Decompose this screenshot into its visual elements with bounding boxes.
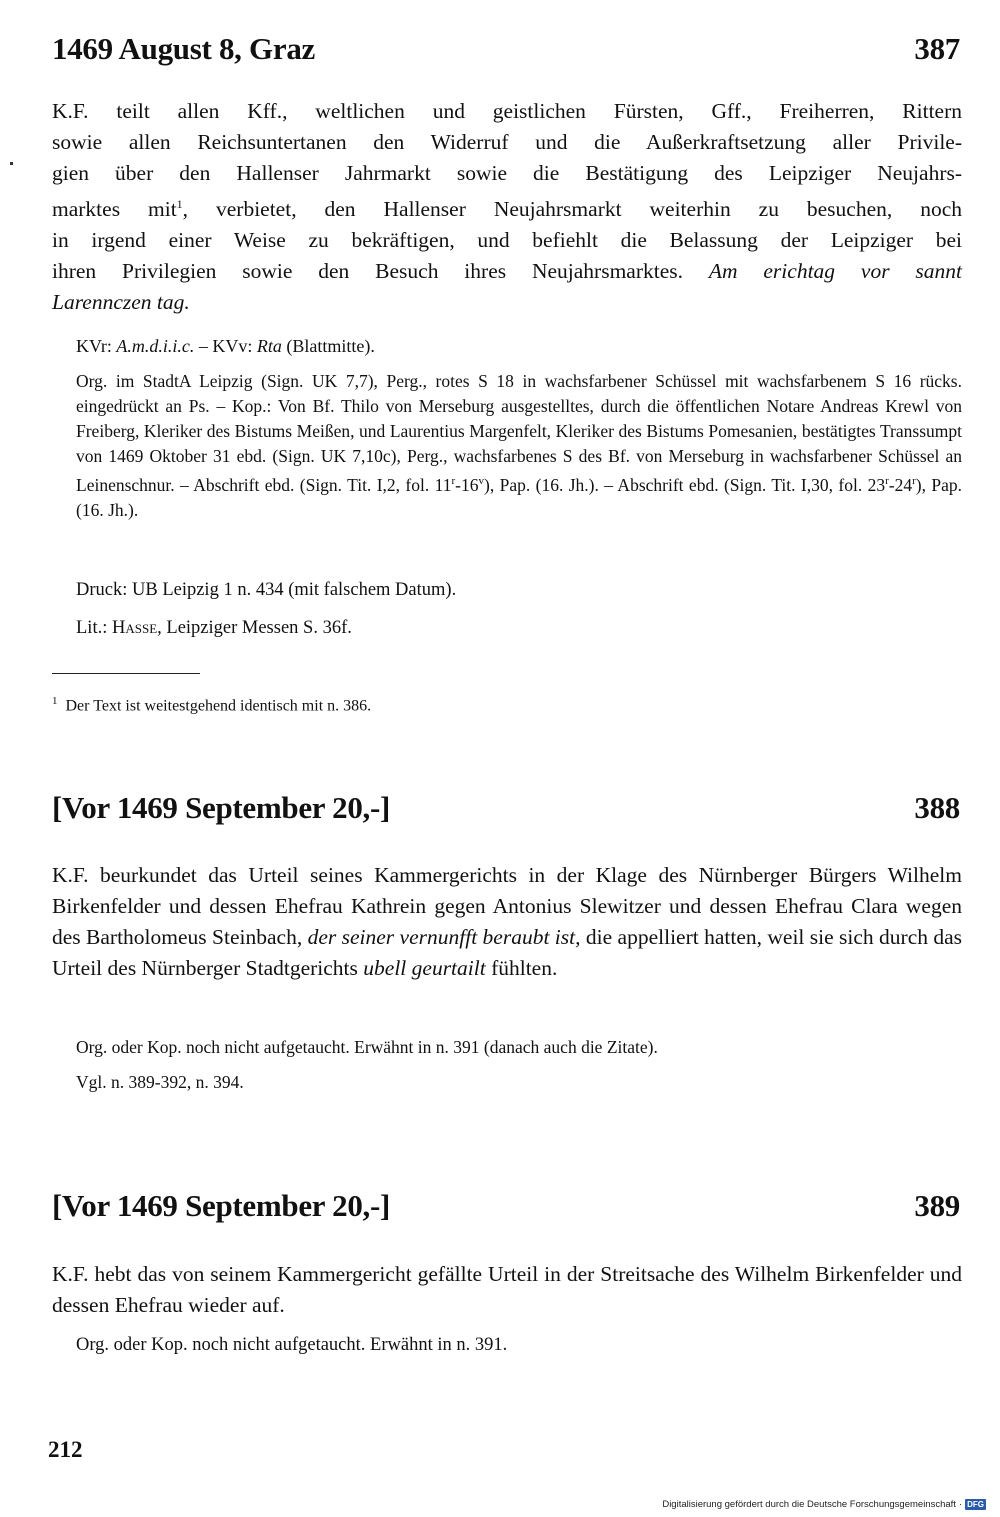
footnote-divider: [52, 673, 200, 674]
entry-387-kv: KVr: A.m.d.i.i.c. – KVv: Rta (Blattmitte).: [76, 336, 375, 356]
footnote: [52, 690, 371, 717]
regest-line: [52, 287, 962, 318]
regest-line: K.F. teilt allen Kff., weltlichen und geistlichen Fürsten, Gff., Freiherren, Rittern: [52, 99, 962, 123]
entry-387-druck: Druck: UB Leipzig 1 n. 434 (mit falschem Datum).: [76, 580, 457, 600]
entry-387-regest: [52, 96, 962, 318]
entry-387-heading: [52, 31, 960, 67]
entry-389-number: 389: [914, 1188, 960, 1223]
entry-387-org: Org. im StadtA Leipzig (Sign. UK 7,7), Perg., rotes S 18 in wachsfarbener Schüssel mit wachsfarbenem S 16 rücks. eingedrückt an Ps. – Kop.: Von Bf. Thilo von Merseburg ausgestelltes, durch die öffentlichen Notare Andreas Krewl von Freiberg, Kleriker des Bistums Meißen, und Laurentius Margenfelt, Kleriker des Bistums Pomesanien, bestätigtes Transsumpt von 1469 Oktober 31 ebd. (Sign. UK 7,10c), Perg., wachsfarbenes S des Bf. von Merseburg in wachsfarbener Schüssel an Leinenschnur. – Abschrift ebd. (Sign. Tit. I,2, fol. 11$^r$-16$^v$), Pap. (16. Jh.). – Abschrift ebd. (Sign. Tit. I,30, fol. 23$^r$-24$^r$), Pap. (16. Jh.).: [76, 371, 963, 520]
page-number: 212: [48, 1437, 83, 1462]
footnote-ref: 1: [176, 197, 183, 211]
entry-387-date: 1469 August 8, Graz: [52, 31, 315, 66]
entry-388-regest: K.F. beurkundet das Urteil seines Kammergerichts in der Klage des Nürnberger Bürgers Wilhelm Birkenfelder und dessen Ehefrau Kathrein gegen Antonius Slewitzer und dessen Ehefrau Clara wegen des Bartholomeus Steinbach, der seiner vernunfft beraubt ist, die appelliert hatten, weil sie sich durch das Urteil des Nürnberger Stadtgerichts ubell geurtailt fühlten.: [52, 863, 963, 980]
footnote-number: 1: [52, 695, 58, 707]
entry-389-note: Org. oder Kop. noch nicht aufgetaucht. Erwähnt in n. 391.: [76, 1335, 508, 1355]
entry-388-date: [Vor 1469 September 20,-]: [52, 790, 391, 825]
regest-line: gien über den Hallenser Jahrmarkt sowie die Bestätigung des Leipziger Neujahrs-: [52, 161, 962, 185]
entry-387-lit: Lit.: Hasse, Leipziger Messen S. 36f.: [76, 618, 352, 638]
quote: der seiner vernunfft beraubt ist,: [307, 925, 581, 949]
entry-388-note: Org. oder Kop. noch nicht aufgetaucht. Erwähnt in n. 391 (danach auch die Zitate).: [76, 1037, 658, 1057]
entry-388-heading: [52, 790, 960, 826]
entry-389-date: [Vor 1469 September 20,-]: [52, 1188, 391, 1223]
entry-388-vgl: Vgl. n. 389-392, n. 394.: [76, 1072, 244, 1092]
footnote-text: Der Text ist weitestgehend identisch mit n. 386.: [65, 697, 372, 715]
quote-date-cont: Larennczen tag.: [52, 290, 190, 315]
entry-389-regest: K.F. hebt das von seinem Kammergericht gefällte Urteil in der Streitsache des Wilhelm Birkenfelder und dessen Ehefrau wieder auf.: [52, 1262, 962, 1317]
regest-line: in irgend einer Weise zu bekräftigen, und befiehlt die Belassung der Leipziger bei: [52, 228, 962, 253]
regest-line: ihren Privilegien sowie den Besuch ihres Neujahrsmarktes. Am erichtag vor sannt: [52, 259, 963, 284]
dfg-logo: DFG: [967, 1500, 984, 1509]
entry-387-number: 387: [914, 31, 960, 66]
regest-line: marktes mit$^1$, verbietet, den Hallenser Neujahrsmarkt weiterhin zu besuchen, noch: [52, 197, 962, 222]
entry-388-number: 388: [914, 790, 960, 825]
credit-text: Digitalisierung gefördert durch die Deutsche Forschungsgemeinschaft: [662, 1499, 956, 1510]
entry-389-heading: [52, 1188, 960, 1224]
quote-date: Am erichtag vor sannt: [708, 259, 963, 284]
quote: ubell geurtailt: [363, 956, 486, 980]
dfg-credit: Digitalisierung gefördert durch die Deutsche Forschungsgemeinschaft · DFG: [662, 1499, 984, 1510]
regest-line: sowie allen Reichsuntertanen den Widerruf und die Außerkraftsetzung aller Privile-: [52, 130, 962, 154]
margin-mark: [10, 162, 13, 165]
